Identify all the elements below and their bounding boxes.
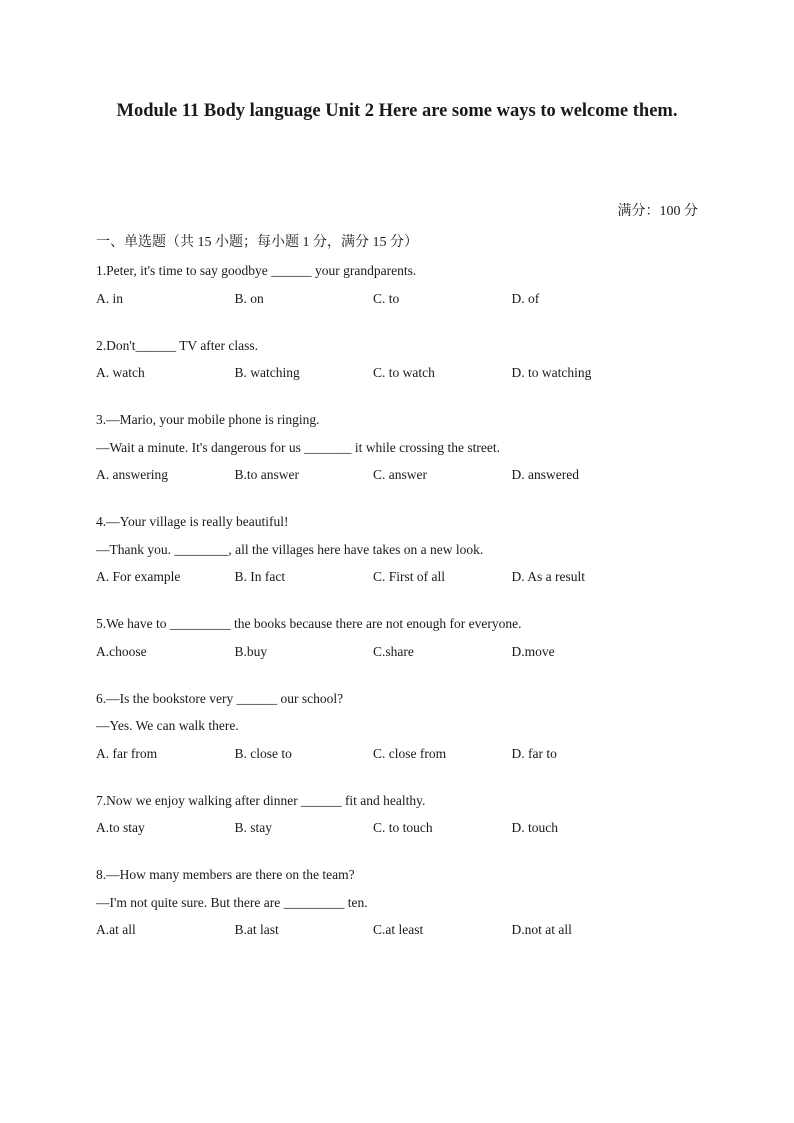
question-3 [96, 410, 706, 485]
option-a: A. far from [96, 745, 158, 761]
option-c: C. to watch [373, 365, 435, 380]
option-a: A.at all [96, 922, 136, 937]
question-1 [96, 261, 706, 309]
question-8 [96, 865, 706, 940]
option-d: D. far to [511, 745, 557, 761]
option-c: C. close from [373, 745, 447, 761]
question-6 [96, 689, 706, 764]
option-c: C. answer [373, 467, 427, 482]
worksheet-title: Module 11 Body language Unit 2 Here are some ways to welcome them. [116, 101, 678, 121]
option-b: B. watching [234, 365, 300, 380]
question-7 [96, 791, 706, 839]
question-text: 6.—Is the bookstore very ______ our school? [96, 690, 344, 706]
question-text: —I'm not quite sure. But there are _________ ten. [96, 894, 368, 910]
answer-options [96, 363, 706, 383]
option-d: D. of [511, 290, 540, 306]
answer-options [96, 920, 706, 940]
answer-options [96, 818, 706, 838]
option-d: D. As a result [511, 569, 585, 584]
option-d: D. to watching [511, 365, 592, 380]
option-d: D.not at all [511, 922, 572, 937]
answer-options [96, 567, 706, 587]
answer-options [96, 744, 706, 764]
option-c: C. to touch [373, 820, 433, 835]
answer-options [96, 465, 706, 485]
question-4 [96, 512, 706, 587]
option-d: D. touch [511, 820, 558, 835]
answer-options [96, 642, 706, 662]
question-text: —Wait a minute. It's dangerous for us _______ it while crossing the street. [96, 439, 501, 455]
question-text: —Yes. We can walk there. [96, 718, 239, 733]
question-text: 5.We have to _________ the books because there are not enough for everyone. [96, 616, 522, 631]
option-c: C.at least [373, 922, 424, 937]
question-5 [96, 614, 706, 662]
question-text: 4.—Your village is really beautiful! [96, 514, 289, 529]
option-c: C. to [373, 290, 400, 306]
option-a: A. answering [96, 467, 168, 482]
section-heading: 一、单选题（共 15 小题；每小题 1 分，满分 15 分） [96, 235, 418, 250]
question-text: —Thank you. ________, all the villages here have takes on a new look. [96, 541, 484, 557]
question-text: 2.Don't______ TV after class. [96, 337, 259, 353]
answer-options [96, 289, 706, 309]
option-d: D. answered [511, 467, 579, 482]
option-b: B.at last [234, 922, 279, 937]
question-text: 8.—How many members are there on the team? [96, 867, 355, 882]
option-b: B. In fact [234, 569, 286, 584]
question-list [96, 261, 706, 967]
question-text: 1.Peter, it's time to say goodbye ______ your grandparents. [96, 263, 417, 278]
option-b: B. on [234, 290, 264, 306]
question-2 [96, 336, 706, 384]
question-text: 3.—Mario, your mobile phone is ringing. [96, 412, 320, 427]
option-a: A. watch [96, 365, 145, 380]
option-b: B. stay [234, 820, 273, 835]
option-c: C.share [373, 643, 414, 659]
full-score-label: 满分：100 分 [617, 204, 698, 219]
option-b: B. close to [234, 745, 292, 761]
question-text: 7.Now we enjoy walking after dinner ______ fit and healthy. [96, 792, 426, 808]
option-a: A.to stay [96, 820, 145, 835]
option-d: D.move [511, 643, 555, 659]
option-b: B.buy [234, 643, 268, 659]
option-b: B.to answer [234, 467, 299, 482]
option-c: C. First of all [373, 569, 446, 584]
option-a: A.choose [96, 643, 147, 659]
option-a: A. in [96, 290, 123, 306]
option-a: A. For example [96, 569, 181, 584]
